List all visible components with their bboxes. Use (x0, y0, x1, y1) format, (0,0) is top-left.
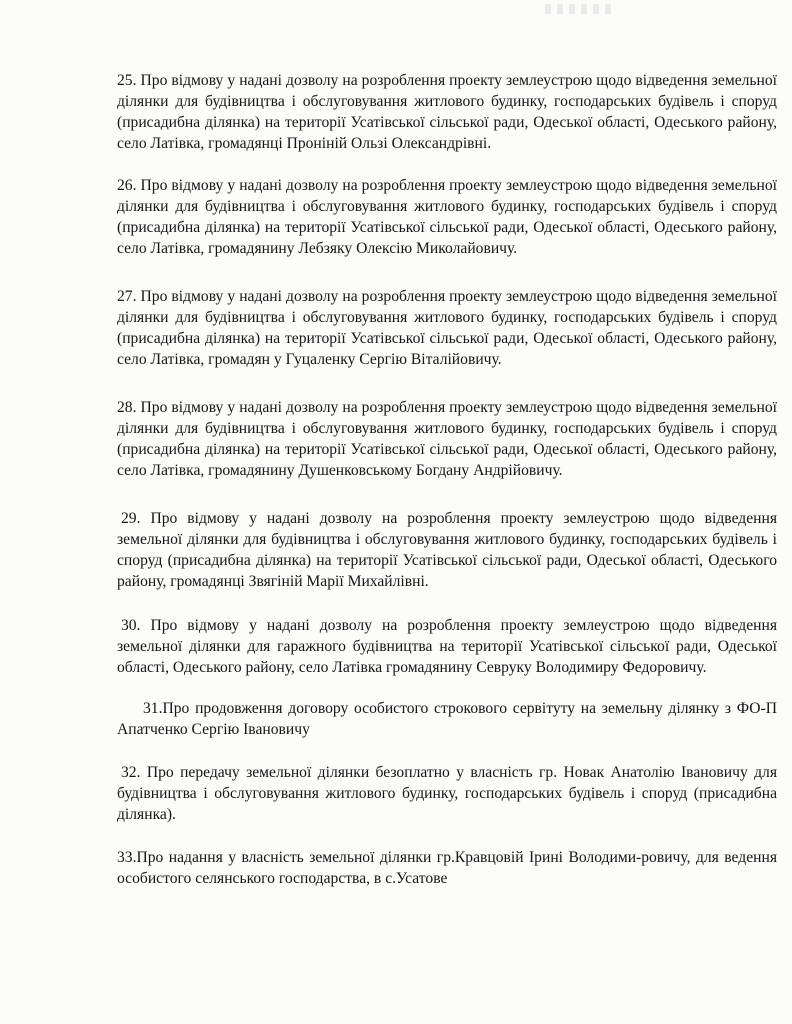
list-item-30: 30. Про відмову у надані дозволу на розроблення проекту землеустрою щодо відведення земельної ділянки для гаражного будівництва на території Усатівської сільської ради, Одеської області, Одеського району, село Латівка громадянину Севруку Володимиру Федоровичу. (117, 617, 777, 676)
list-item-33: 33.Про надання у власність земельної ділянки гр.Кравцовій Ірині Володими-ровичу, для ведення особистого селянського господарства, в с.Усатове (117, 849, 777, 887)
list-item-27: 27. Про відмову у надані дозволу на розроблення проекту землеустрою щодо відведення земельної ділянки для будівництва і обслуговування житлового будинку, господарських будівель і споруд (присадибна ділянка) на території Усатівської сільської ради, Одеської області, Одеського району, село Латівка, громадян у Гуцаленку Сергію Віталійовичу. (117, 288, 777, 368)
list-item-31: 31.Про продовження договору особистого строкового сервітуту на земельну ділянку з ФО-П Апатченко Сергію Івановичу (117, 700, 777, 738)
list-item-26: 26. Про відмову у надані дозволу на розроблення проекту землеустрою щодо відведення земельної ділянки для будівництва і обслуговування житлового будинку, господарських будівель і споруд (присадибна ділянка) на території Усатівської сільської ради, Одеської області, Одеського району, село Латівка, громадянину Лебзяку Олексію Миколайовичу. (117, 177, 777, 257)
list-item-29: 29. Про відмову у надані дозволу на розроблення проекту землеустрою щодо відведення земельної ділянки для будівництва і обслуговування житлового будинку, господарських будівель і споруд (присадибна ділянка) на території Усатівської сільської ради, Одеської області, Одеського району, громадянці Звягіній Марії Михайлівні. (117, 510, 777, 590)
list-item-25: 25. Про відмову у надані дозволу на розроблення проекту землеустрою щодо відведення земельної ділянки для будівництва і обслуговування житлового будинку, господарських будівель і споруд (присадибна ділянка) на території Усатівської сільської ради, Одеської області, Одеського району, село Латівка, громадянці Проніній Ользі Олександрівні. (117, 72, 777, 152)
scan-artifact (545, 4, 615, 14)
document-body (117, 70, 777, 889)
list-item-28: 28. Про відмову у надані дозволу на розроблення проекту землеустрою щодо відведення земельної ділянки для будівництва і обслуговування житлового будинку, господарських будівель і споруд (присадибна ділянка) на території Усатівської сільської ради, Одеської області, Одеського району, село Латівка, громадянину Душенковському Богдану Андрійовичу. (117, 399, 777, 479)
list-item-32: 32. Про передачу земельної ділянки безоплатно у власність гр. Новак Анатолію Івановичу для будівництва і обслуговування житлового будинку, господарських будівель і споруд (присадибна ділянка). (117, 764, 777, 823)
